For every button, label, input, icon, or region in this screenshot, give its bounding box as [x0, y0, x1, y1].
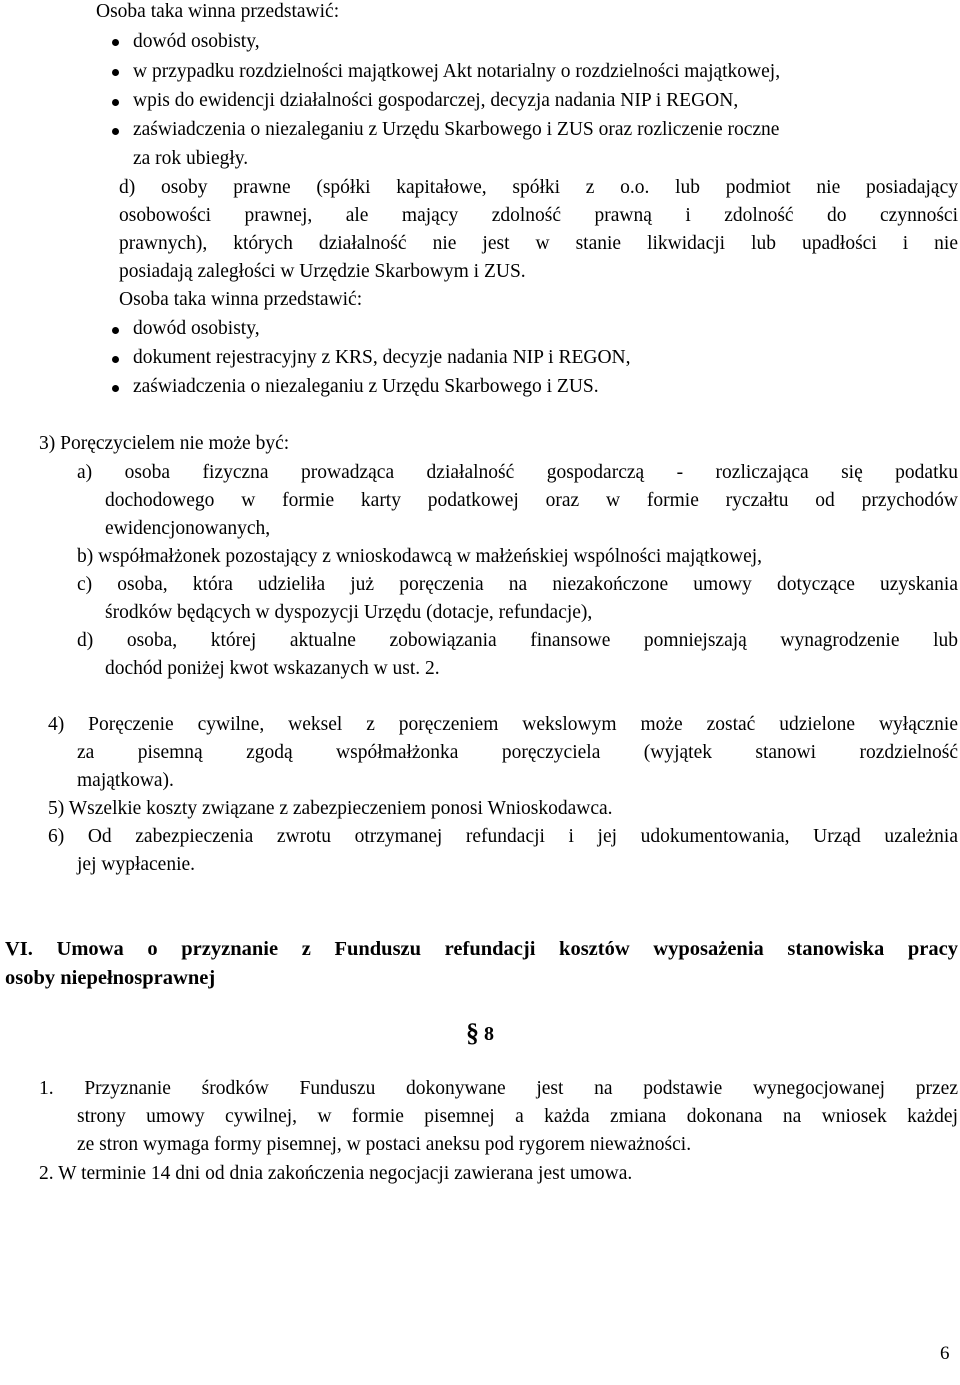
paragraph-sign: § [466, 1018, 479, 1047]
point-text: c) osoba, która udzieliła już poręczenia na niezakończone umowy dotyczące uzyskania [77, 574, 958, 595]
point-text: 4) Poręczenie cywilne, weksel z poręczeniem wekslowym może zostać udzielone wyłącznie [48, 714, 958, 735]
bullet-icon [112, 385, 119, 392]
point-text: a) osoba fizyczna prowadząca działalność gospodarczą - rozliczająca się podatku [77, 462, 958, 483]
point-text: dochodowego w formie karty podatkowej oraz w formie ryczałtu od przychodów [105, 490, 958, 511]
section-text: strony umowy cywilnej, w formie pisemnej a każda zmiana dokonana na wniosek każdej [77, 1106, 958, 1127]
point-text: 5) Wszelkie koszty związane z zabezpieczeniem ponosi Wnioskodawca. [48, 798, 613, 819]
item-d-text: osobowości prawnej, ale mający zdolność prawną i zdolność do czynności [119, 205, 958, 226]
list-item: dowód osobisty, [133, 31, 260, 52]
list-item: dowód osobisty, [133, 318, 260, 339]
point-text: majątkowa). [77, 770, 174, 791]
list-item: wpis do ewidencji działalności gospodarczej, decyzja nadania NIP i REGON, [133, 90, 739, 111]
bullet-icon [112, 356, 119, 363]
point-text: d) osoba, której aktualne zobowiązania finansowe pomniejszają wynagrodzenie lub [77, 630, 958, 651]
list-item: zaświadczenia o niezaleganiu z Urzędu Skarbowego i ZUS. [133, 376, 599, 397]
point-text: 6) Od zabezpieczenia zwrotu otrzymanej refundacji i jej udokumentowania, Urząd uzależnia [48, 826, 958, 847]
list-item-continuation: za rok ubiegły. [133, 148, 249, 169]
section-title: VI. Umowa o przyznanie z Funduszu refundacji kosztów wyposażenia stanowiska pracy [5, 938, 958, 960]
section-text: 1. Przyznanie środków Funduszu dokonywane jest na podstawie wynegocjowanej przez [39, 1078, 958, 1099]
point-text: b) współmałżonek pozostający z wnioskodawcą w małżeńskiej wspólności majątkowej, [77, 546, 763, 567]
list-item: w przypadku rozdzielności majątkowej Akt notarialny o rozdzielności majątkowej, [133, 61, 781, 82]
point-text: środków będących w dyspozycji Urzędu (dotacje, refundacje), [105, 602, 593, 623]
page-number: 6 [940, 1343, 950, 1364]
item-d-text: posiadają zaległości w Urzędzie Skarbowym i ZUS. [119, 261, 526, 282]
item-d-text: prawnych), których działalność nie jest w stanie likwidacji lub upadłości i nie [119, 233, 958, 254]
point-text: ewidencjonowanych, [105, 518, 271, 539]
bullet-icon [112, 128, 119, 135]
section-text: 2. W terminie 14 dni od dnia zakończenia negocjacji zawierana jest umowa. [39, 1163, 633, 1184]
list-item: zaświadczenia o niezaleganiu z Urzędu Skarbowego i ZUS oraz rozliczenie roczne [133, 119, 780, 140]
bullet-icon [112, 99, 119, 106]
item-d-text: d) osoby prawne (spółki kapitałowe, spółki z o.o. lub podmiot nie posiadający [119, 177, 958, 198]
point-text: jej wypłacenie. [77, 854, 196, 875]
list-item: dokument rejestracyjny z KRS, decyzje nadania NIP i REGON, [133, 347, 631, 368]
paragraph-number: 8 [484, 1023, 494, 1045]
intro-text: Osoba taka winna przedstawić: [119, 289, 363, 310]
section-text: ze stron wymaga formy pisemnej, w postaci aneksu pod rygorem nieważności. [77, 1134, 692, 1155]
bullet-icon [112, 327, 119, 334]
section-title: osoby niepełnosprawnej [5, 967, 216, 989]
point-heading: 3) Poręczycielem nie może być: [39, 433, 290, 454]
bullet-icon [112, 39, 119, 46]
point-text: za pisemną zgodą współmałżonka poręczyciela (wyjątek stanowi rozdzielność [77, 742, 958, 763]
intro-text: Osoba taka winna przedstawić: [96, 1, 340, 22]
point-text: dochód poniżej kwot wskazanych w ust. 2. [105, 658, 440, 679]
bullet-icon [112, 69, 119, 76]
